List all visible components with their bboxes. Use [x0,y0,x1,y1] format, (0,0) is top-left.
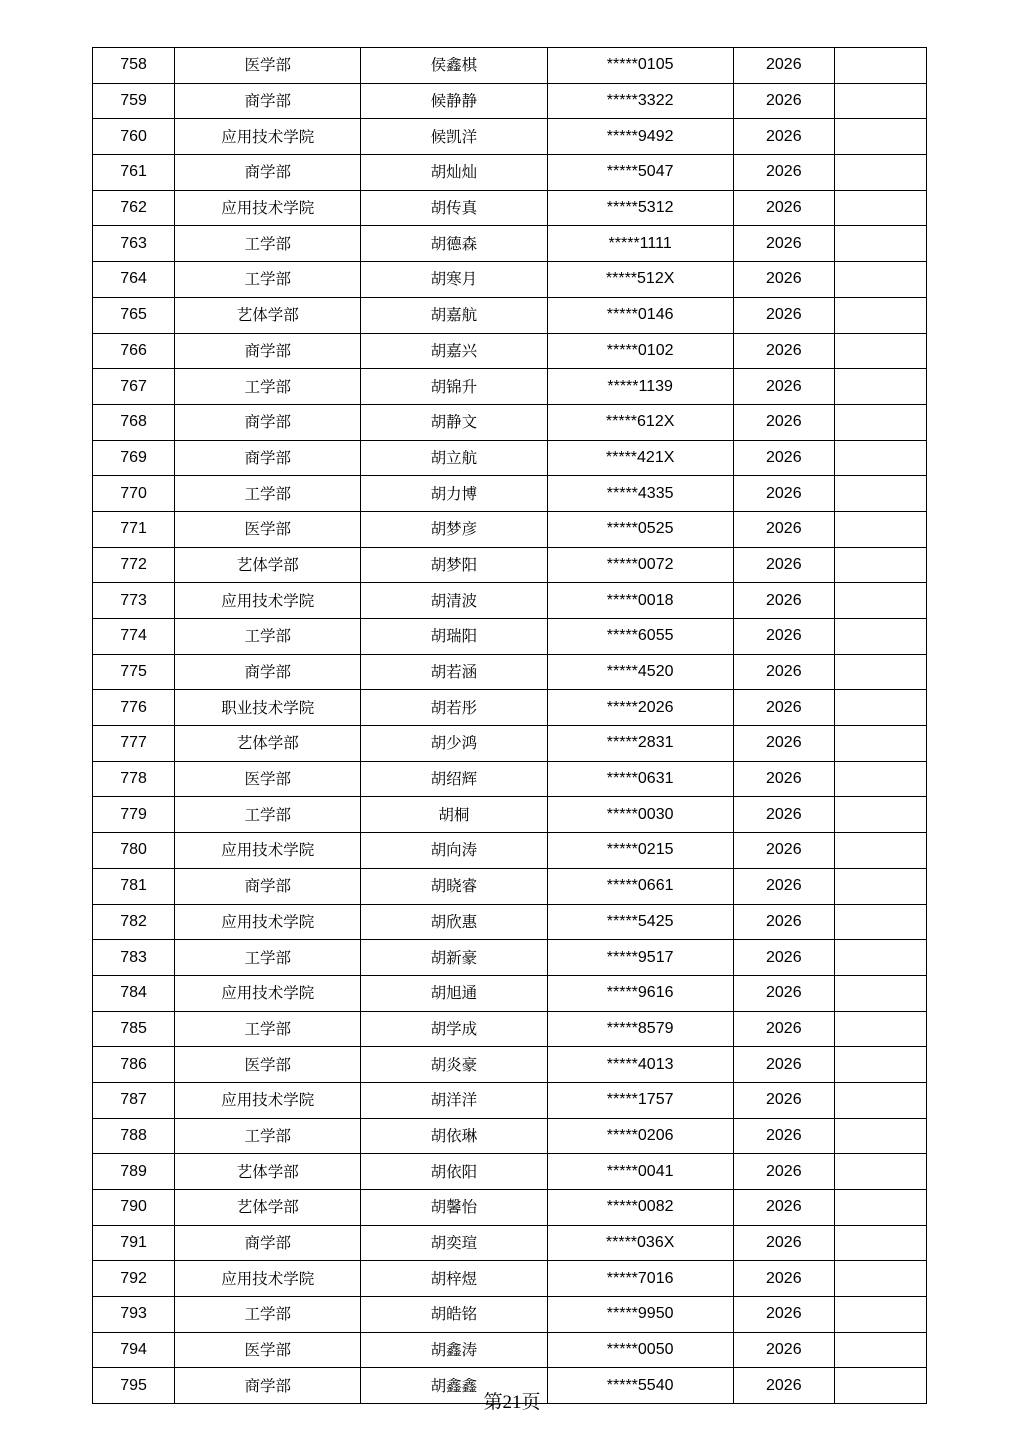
student-name-cell: 胡梦阳 [361,547,547,583]
year-cell: 2026 [733,547,834,583]
table-row [93,511,927,547]
row-number-cell: 758 [93,48,175,84]
department-cell: 工学部 [175,369,361,405]
note-cell [834,1332,926,1368]
note-cell [834,654,926,690]
masked-id-cell: *****0018 [547,583,733,619]
note-cell [834,940,926,976]
row-number-cell: 768 [93,404,175,440]
student-name-cell: 胡晓睿 [361,868,547,904]
year-cell: 2026 [733,690,834,726]
note-cell [834,262,926,298]
note-cell [834,404,926,440]
row-number-cell: 772 [93,547,175,583]
row-number-cell: 789 [93,1154,175,1190]
student-name-cell: 胡奕瑄 [361,1225,547,1261]
department-cell: 医学部 [175,1047,361,1083]
year-cell: 2026 [733,1118,834,1154]
note-cell [834,975,926,1011]
student-name-cell: 胡新豪 [361,940,547,976]
year-cell: 2026 [733,440,834,476]
department-cell: 应用技术学院 [175,975,361,1011]
department-cell: 应用技术学院 [175,904,361,940]
masked-id-cell: *****0206 [547,1118,733,1154]
student-name-cell: 候凯洋 [361,119,547,155]
department-cell: 应用技术学院 [175,1261,361,1297]
table-row [93,868,927,904]
student-name-cell: 胡依琳 [361,1118,547,1154]
department-cell: 应用技术学院 [175,583,361,619]
table-row [93,262,927,298]
note-cell [834,226,926,262]
table-body [93,48,927,1404]
row-number-cell: 774 [93,619,175,655]
student-name-cell: 胡少鸿 [361,726,547,762]
year-cell: 2026 [733,940,834,976]
note-cell [834,1190,926,1226]
student-name-cell: 胡梦彦 [361,511,547,547]
masked-id-cell: *****1757 [547,1082,733,1118]
note-cell [834,440,926,476]
year-cell: 2026 [733,975,834,1011]
department-cell: 工学部 [175,1118,361,1154]
note-cell [834,1011,926,1047]
row-number-cell: 761 [93,155,175,191]
table-row [93,975,927,1011]
year-cell: 2026 [733,333,834,369]
table-row [93,726,927,762]
masked-id-cell: *****4013 [547,1047,733,1083]
row-number-cell: 788 [93,1118,175,1154]
department-cell: 医学部 [175,511,361,547]
masked-id-cell: *****0072 [547,547,733,583]
table-row [93,226,927,262]
student-name-cell: 胡嘉航 [361,297,547,333]
year-cell: 2026 [733,868,834,904]
table-row [93,1154,927,1190]
masked-id-cell: *****4335 [547,476,733,512]
year-cell: 2026 [733,119,834,155]
year-cell: 2026 [733,369,834,405]
student-name-cell: 胡鑫涛 [361,1332,547,1368]
note-cell [834,333,926,369]
year-cell: 2026 [733,476,834,512]
table-row [93,690,927,726]
table-row [93,619,927,655]
year-cell: 2026 [733,1154,834,1190]
table-row [93,547,927,583]
student-name-cell: 胡皓铭 [361,1297,547,1333]
note-cell [834,476,926,512]
masked-id-cell: *****0661 [547,868,733,904]
note-cell [834,904,926,940]
table-row [93,797,927,833]
masked-id-cell: *****1139 [547,369,733,405]
row-number-cell: 776 [93,690,175,726]
year-cell: 2026 [733,83,834,119]
student-name-cell: 胡桐 [361,797,547,833]
table-row [93,1082,927,1118]
year-cell: 2026 [733,155,834,191]
note-cell [834,868,926,904]
row-number-cell: 762 [93,190,175,226]
masked-id-cell: *****0105 [547,48,733,84]
department-cell: 商学部 [175,1225,361,1261]
table-row [93,48,927,84]
note-cell [834,1154,926,1190]
student-name-cell: 胡静文 [361,404,547,440]
note-cell [834,547,926,583]
year-cell: 2026 [733,1225,834,1261]
page-number: 第21页 [483,1392,541,1413]
table-row [93,833,927,869]
student-name-cell: 候静静 [361,83,547,119]
department-cell: 工学部 [175,476,361,512]
masked-id-cell: *****0050 [547,1332,733,1368]
row-number-cell: 778 [93,761,175,797]
note-cell [834,48,926,84]
table-row [93,1297,927,1333]
student-name-cell: 胡力博 [361,476,547,512]
table-row [93,583,927,619]
year-cell: 2026 [733,262,834,298]
student-name-cell: 胡欣惠 [361,904,547,940]
row-number-cell: 759 [93,83,175,119]
table-row [93,1011,927,1047]
student-name-cell: 胡洋洋 [361,1082,547,1118]
student-name-cell: 胡德森 [361,226,547,262]
table-row [93,1190,927,1226]
department-cell: 商学部 [175,654,361,690]
note-cell [834,1082,926,1118]
department-cell: 商学部 [175,155,361,191]
department-cell: 医学部 [175,761,361,797]
student-name-cell: 胡若彤 [361,690,547,726]
year-cell: 2026 [733,726,834,762]
student-name-cell: 侯鑫棋 [361,48,547,84]
masked-id-cell: *****036X [547,1225,733,1261]
masked-id-cell: *****9517 [547,940,733,976]
table-row [93,1118,927,1154]
year-cell: 2026 [733,797,834,833]
department-cell: 商学部 [175,333,361,369]
note-cell [834,1047,926,1083]
year-cell: 2026 [733,404,834,440]
note-cell [834,726,926,762]
year-cell: 2026 [733,619,834,655]
department-cell: 应用技术学院 [175,119,361,155]
masked-id-cell: *****5540 [547,1368,733,1404]
note-cell [834,83,926,119]
student-name-cell: 胡立航 [361,440,547,476]
masked-id-cell: *****0146 [547,297,733,333]
year-cell: 2026 [733,1082,834,1118]
table-row [93,155,927,191]
note-cell [834,619,926,655]
year-cell: 2026 [733,1297,834,1333]
table-row [93,83,927,119]
table-row [93,761,927,797]
masked-id-cell: *****3322 [547,83,733,119]
row-number-cell: 784 [93,975,175,1011]
department-cell: 艺体学部 [175,1190,361,1226]
year-cell: 2026 [733,1190,834,1226]
year-cell: 2026 [733,297,834,333]
masked-id-cell: *****9950 [547,1297,733,1333]
row-number-cell: 766 [93,333,175,369]
masked-id-cell: *****9492 [547,119,733,155]
note-cell [834,1297,926,1333]
student-name-cell: 胡依阳 [361,1154,547,1190]
note-cell [834,119,926,155]
student-name-cell: 胡瑞阳 [361,619,547,655]
masked-id-cell: *****0631 [547,761,733,797]
year-cell: 2026 [733,904,834,940]
table-row [93,119,927,155]
student-name-cell: 胡梓煜 [361,1261,547,1297]
note-cell [834,690,926,726]
year-cell: 2026 [733,1011,834,1047]
department-cell: 艺体学部 [175,547,361,583]
year-cell: 2026 [733,761,834,797]
table-row [93,1225,927,1261]
department-cell: 应用技术学院 [175,1082,361,1118]
department-cell: 工学部 [175,1297,361,1333]
masked-id-cell: *****4520 [547,654,733,690]
department-cell: 应用技术学院 [175,833,361,869]
row-number-cell: 780 [93,833,175,869]
row-number-cell: 775 [93,654,175,690]
row-number-cell: 781 [93,868,175,904]
masked-id-cell: *****5425 [547,904,733,940]
student-name-cell: 胡鑫鑫 [361,1368,547,1404]
note-cell [834,297,926,333]
row-number-cell: 769 [93,440,175,476]
row-number-cell: 786 [93,1047,175,1083]
year-cell: 2026 [733,511,834,547]
department-cell: 商学部 [175,1368,361,1404]
table-row [93,904,927,940]
row-number-cell: 782 [93,904,175,940]
note-cell [834,833,926,869]
row-number-cell: 765 [93,297,175,333]
year-cell: 2026 [733,1332,834,1368]
year-cell: 2026 [733,1047,834,1083]
year-cell: 2026 [733,190,834,226]
student-name-cell: 胡炎豪 [361,1047,547,1083]
table-row [93,190,927,226]
table-row [93,404,927,440]
masked-id-cell: *****8579 [547,1011,733,1047]
masked-id-cell: *****5312 [547,190,733,226]
row-number-cell: 764 [93,262,175,298]
masked-id-cell: *****0041 [547,1154,733,1190]
note-cell [834,1225,926,1261]
masked-id-cell: *****7016 [547,1261,733,1297]
row-number-cell: 767 [93,369,175,405]
row-number-cell: 779 [93,797,175,833]
row-number-cell: 777 [93,726,175,762]
department-cell: 商学部 [175,440,361,476]
row-number-cell: 791 [93,1225,175,1261]
note-cell [834,155,926,191]
masked-id-cell: *****9616 [547,975,733,1011]
masked-id-cell: *****0082 [547,1190,733,1226]
masked-id-cell: *****2026 [547,690,733,726]
student-name-cell: 胡向涛 [361,833,547,869]
table-row [93,940,927,976]
masked-id-cell: *****0030 [547,797,733,833]
row-number-cell: 795 [93,1368,175,1404]
note-cell [834,583,926,619]
department-cell: 商学部 [175,868,361,904]
year-cell: 2026 [733,1261,834,1297]
row-number-cell: 760 [93,119,175,155]
department-cell: 工学部 [175,619,361,655]
row-number-cell: 787 [93,1082,175,1118]
row-number-cell: 792 [93,1261,175,1297]
masked-id-cell: *****0215 [547,833,733,869]
department-cell: 应用技术学院 [175,190,361,226]
masked-id-cell: *****612X [547,404,733,440]
department-cell: 医学部 [175,1332,361,1368]
student-name-cell: 胡寒月 [361,262,547,298]
masked-id-cell: *****512X [547,262,733,298]
student-name-cell: 胡旭通 [361,975,547,1011]
note-cell [834,797,926,833]
masked-id-cell: *****1111 [547,226,733,262]
masked-id-cell: *****2831 [547,726,733,762]
table-row [93,1261,927,1297]
table-row [93,476,927,512]
department-cell: 工学部 [175,1011,361,1047]
student-list-table [92,47,927,1404]
row-number-cell: 770 [93,476,175,512]
table-row [93,440,927,476]
table-row [93,1047,927,1083]
year-cell: 2026 [733,833,834,869]
year-cell: 2026 [733,1368,834,1404]
table-row [93,297,927,333]
masked-id-cell: *****6055 [547,619,733,655]
row-number-cell: 771 [93,511,175,547]
year-cell: 2026 [733,654,834,690]
department-cell: 职业技术学院 [175,690,361,726]
student-name-cell: 胡清波 [361,583,547,619]
department-cell: 艺体学部 [175,726,361,762]
table-row [93,333,927,369]
year-cell: 2026 [733,48,834,84]
note-cell [834,190,926,226]
row-number-cell: 773 [93,583,175,619]
year-cell: 2026 [733,226,834,262]
table-row [93,654,927,690]
row-number-cell: 790 [93,1190,175,1226]
student-name-cell: 胡绍辉 [361,761,547,797]
department-cell: 商学部 [175,404,361,440]
row-number-cell: 793 [93,1297,175,1333]
student-name-cell: 胡灿灿 [361,155,547,191]
row-number-cell: 763 [93,226,175,262]
department-cell: 医学部 [175,48,361,84]
department-cell: 工学部 [175,262,361,298]
masked-id-cell: *****0525 [547,511,733,547]
masked-id-cell: *****421X [547,440,733,476]
row-number-cell: 785 [93,1011,175,1047]
student-name-cell: 胡锦升 [361,369,547,405]
table-row [93,369,927,405]
student-name-cell: 胡嘉兴 [361,333,547,369]
masked-id-cell: *****0102 [547,333,733,369]
masked-id-cell: *****5047 [547,155,733,191]
table-row [93,1332,927,1368]
student-name-cell: 胡馨怡 [361,1190,547,1226]
department-cell: 艺体学部 [175,1154,361,1190]
note-cell [834,761,926,797]
note-cell [834,369,926,405]
note-cell [834,1261,926,1297]
note-cell [834,1118,926,1154]
department-cell: 商学部 [175,83,361,119]
department-cell: 工学部 [175,940,361,976]
student-name-cell: 胡若涵 [361,654,547,690]
student-name-cell: 胡学成 [361,1011,547,1047]
year-cell: 2026 [733,583,834,619]
note-cell [834,511,926,547]
student-name-cell: 胡传真 [361,190,547,226]
department-cell: 工学部 [175,797,361,833]
department-cell: 艺体学部 [175,297,361,333]
row-number-cell: 783 [93,940,175,976]
row-number-cell: 794 [93,1332,175,1368]
department-cell: 工学部 [175,226,361,262]
